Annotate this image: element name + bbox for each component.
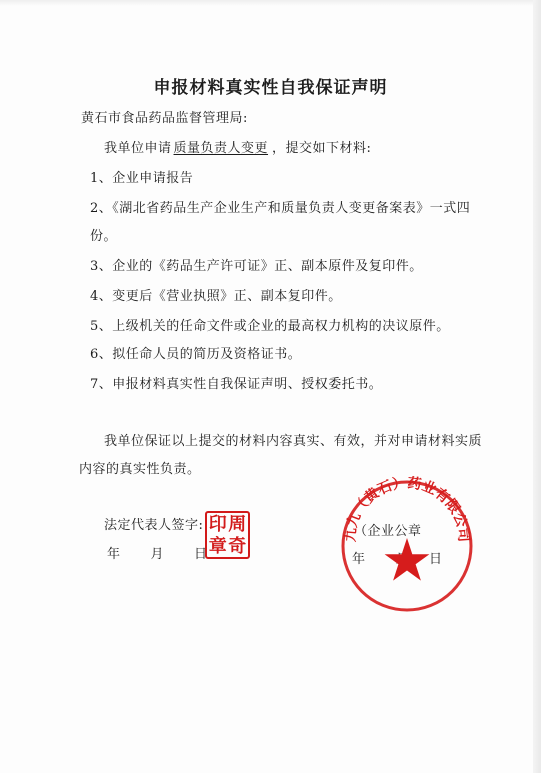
company-seal (337, 476, 477, 616)
date-left-day: 日 (194, 547, 208, 562)
page-top-shadow (0, 0, 541, 6)
date-right-year: 年 (352, 552, 366, 567)
material-item-7: 7、申报材料真实性自我保证声明、授权委托书。 (90, 377, 383, 392)
date-left-month: 月 (150, 547, 165, 562)
material-item-2-cont: 份。 (90, 229, 118, 244)
date-right-day: 日 (429, 552, 443, 567)
addressee: 黄石市食品药品监督管理局: (81, 111, 248, 126)
company-seal-graphic (337, 476, 477, 616)
company-seal-label: （企业公章 (354, 524, 422, 539)
material-item-5: 5、上级机关的任命文件或企业的最高权力机构的决议原件。 (90, 319, 450, 334)
material-item-4: 4、变更后《营业执照》正、副本复印件。 (90, 289, 342, 304)
material-item-6: 6、拟任命人员的简历及资格证书。 (90, 347, 302, 362)
intro-prefix: 我单位申请 (104, 141, 172, 156)
guarantee-line-1: 我单位保证以上提交的材料内容真实、有效，并对申请材料实质 (104, 434, 483, 449)
intro-suffix: ，提交如下材料: (272, 141, 372, 156)
personal-seal-char: 周 (228, 514, 247, 535)
material-item-3: 3、企业的《药品生产许可证》正、副本原件及复印件。 (90, 259, 423, 274)
material-item-1: 1、企业申请报告 (90, 171, 194, 186)
personal-seal-char: 章 (208, 536, 227, 557)
intro-line (104, 137, 371, 156)
date-left-year: 年 (107, 547, 121, 562)
personal-seal (205, 511, 250, 559)
page-title: 申报材料真实性自我保证声明 (153, 78, 388, 98)
legal-rep-label: 法定代表人签字: (104, 518, 204, 533)
page-right-edge (533, 0, 541, 773)
star-icon (385, 538, 430, 581)
material-item-2: 2、《湖北省药品生产企业生产和质量负责人变更备案表》一式四 (90, 201, 471, 216)
company-seal-text: 九九（黄石）药业有限公司 (342, 476, 472, 543)
personal-seal-char: 奇 (228, 536, 247, 557)
application-type: 质量负责人变更 (173, 141, 269, 156)
guarantee-line-2: 内容的真实性负责。 (79, 462, 201, 477)
personal-seal-char: 印 (208, 514, 227, 535)
date-left (107, 543, 208, 562)
